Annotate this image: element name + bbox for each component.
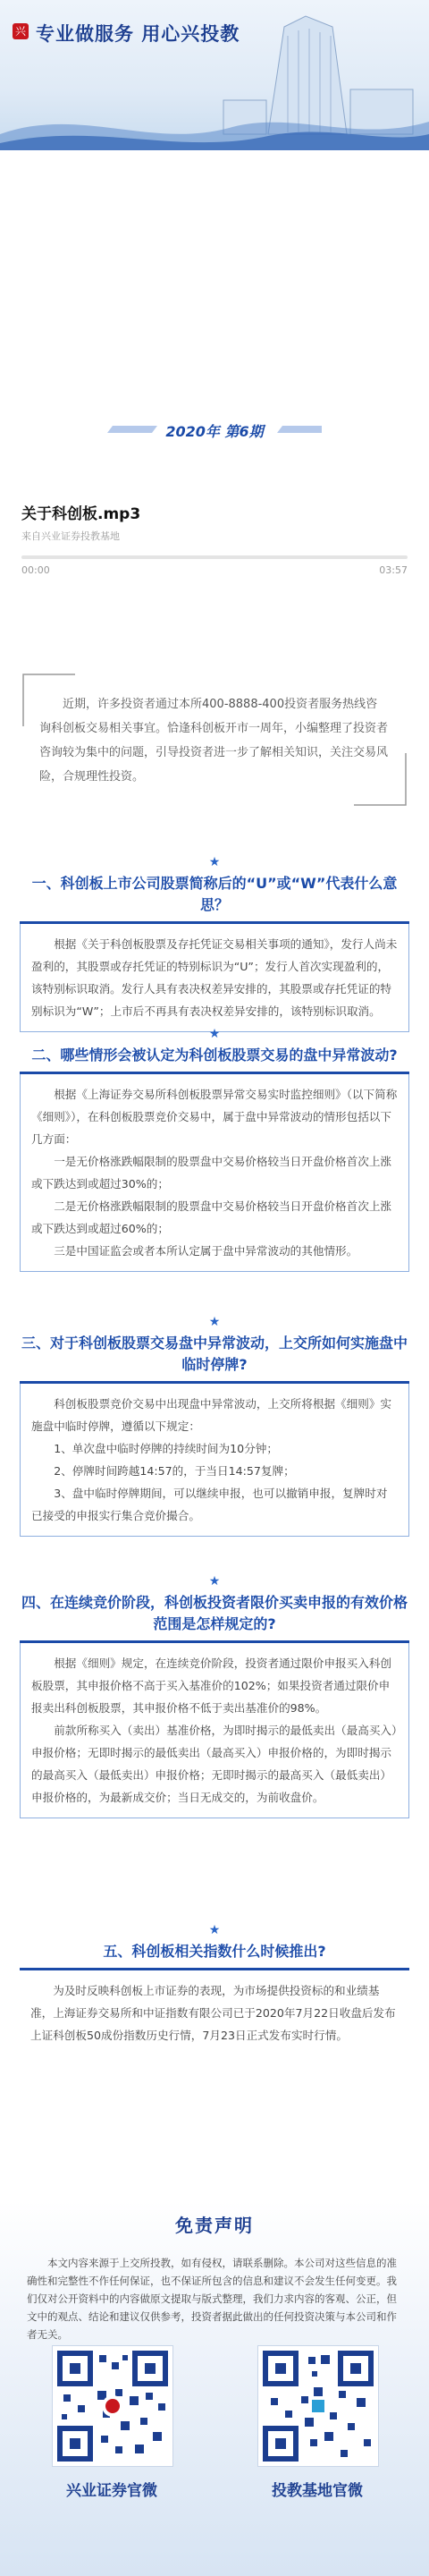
section-3-paragraph: 科创板股票竞价交易中出现盘中异常波动，上交所将根据《细则》实施盘中临时停牌，遵循以下规定： [31,1397,391,1433]
audio-duration: 03:57 [379,564,408,576]
qr-code-education-base[interactable] [257,2345,379,2467]
section-2-body [20,1074,409,1272]
section-1-title: 一、科创板上市公司股票简称后的“U”或“W”代表什么意思？ [20,873,409,924]
star-icon: ★ [208,1574,221,1589]
qr-label-education-base: 投教基地官微 [272,2482,363,2500]
section-5-paragraph: 为及时反映科创板上市证券的表现，为市场提供投资标的和业绩基准，上海证券交易所和中证指数有限公司已于2020年7月22日收盘后发布上证科创板50成份指数历史行情，7月23日正式发布实时行情。 [30,1984,396,2042]
section-5-body [20,1970,409,2055]
section-4-title: 四、在连续竞价阶段，科创板投资者限价买卖申报的有效价格范围是怎样规定的? [20,1592,409,1643]
section-1 [0,855,429,1032]
section-2-paragraph: 二是无价格涨跌幅限制的股票盘中交易价格较当日开盘价格首次上涨或下跌达到或超过60%的； [31,1199,391,1235]
qr-code-xingye-securities[interactable] [52,2345,173,2467]
section-3-paragraph: 1、单次盘中临时停牌的持续时间为10分钟； [54,1442,278,1455]
industrial-securities-logo-icon: 兴 [13,23,29,39]
banner-slogan: 专业做服务 用心兴投教 [36,22,240,45]
qr-code-icon [258,2346,378,2466]
star-icon: ★ [208,1027,221,1041]
header-banner [0,0,429,150]
section-2-paragraph: 一是无价格涨跌幅限制的股票盘中交易价格较当日开盘价格首次上涨或下跌达到或超过30%的； [31,1155,391,1191]
disclaimer-text: 本文内容来源于上交所投教，如有侵权，请联系删除。本公司对这些信息的准确性和完整性不作任何保证，也不保证所包含的信息和建议不会发生任何变更。我们仅对公开资料中的内容做原文提取与版式整理，我们力求内容的客观、公正，但文中的观点、结论和建议仅供参考，投资者据此做出的任何投资决策与本公司和作者无关。 [27,2257,397,2341]
section-4-body [20,1643,409,1818]
audio-source: 来自兴业证券投教基地 [21,530,120,542]
audio-player[interactable] [21,501,408,576]
audio-progress-track[interactable] [21,555,408,559]
section-4 [0,1574,429,1818]
section-5-title: 五、科创板相关指数什么时候推出? [20,1941,409,1970]
section-2-title: 二、哪些情形会被认定为科创板股票交易的盘中异常波动? [20,1045,409,1074]
audio-title: 关于科创板.mp3 [21,505,141,523]
disclaimer-title: 免责声明 [175,2215,254,2236]
section-3-paragraph: 3、盘中临时停牌期间，可以继续申报，也可以撤销申报，复牌时对已接受的申报实行集合竞价撮合。 [31,1487,388,1522]
section-3-title: 三、对于科创板股票交易盘中异常波动，上交所如何实施盘中临时停牌? [20,1333,409,1384]
audio-current-time: 00:00 [21,564,50,576]
star-icon: ★ [208,1315,221,1329]
section-3-paragraph: 2、停牌时间跨越14:57的，于当日14:57复牌； [54,1464,295,1478]
section-1-paragraph: 根据《关于科创板股票及存托凭证交易相关事项的通知》，发行人尚未盈利的，其股票或存托凭证的特别标识为“U”；发行人首次实现盈利的，该特别标识取消。发行人具有表决权差异安排的，其股票或存托凭证的特别标识为“W”；上市后不再具有表决权差异安排的，该特别标识取消。 [31,937,398,1018]
intro-paragraph: 近期，许多投资者通过本所400-8888-400投资者服务热线咨询科创板交易相关事宜。恰逢科创板开市一周年，小编整理了投资者咨询较为集中的问题，引导投资者进一步了解相关知识，关注交易风险，合规理性投资。 [39,698,389,784]
section-2 [0,1027,429,1272]
section-1-body [20,924,409,1032]
qr-code-icon [53,2346,172,2466]
star-icon: ★ [208,855,221,869]
section-4-paragraph: 前款所称买入（卖出）基准价格，为即时揭示的最低卖出（最高买入）申报价格；无即时揭示的最低卖出（最高买入）申报价格的，为即时揭示的最高买入（最低卖出）申报价格；无即时揭示的最高买入（最低卖出）申报价格的，为最新成交价；当日无成交的，为前收盘价。 [31,1724,398,1804]
qr-label-xingye-securities: 兴业证券官微 [66,2482,157,2500]
section-2-paragraph: 三是中国证监会或者本所认定属于盘中异常波动的其他情形。 [54,1244,358,1258]
section-5 [0,1923,429,2055]
section-2-paragraph: 根据《上海证券交易所科创板股票异常交易实时监控细则》（以下简称《细则》），在科创板股票竞价交易中，属于盘中异常波动的情形包括以下几方面： [31,1088,398,1146]
issue-label: 2020年 第6期 [165,423,264,440]
section-4-paragraph: 根据《细则》规定，在连续竞价阶段，投资者通过限价申报买入科创板股票，其申报价格不高于买入基准价的102%；如果投资者通过限价申报卖出科创板股票，其申报价格不低于卖出基准价的98%。 [31,1657,391,1715]
section-3-body [20,1384,409,1537]
star-icon: ★ [208,1923,221,1937]
section-3 [0,1315,429,1537]
